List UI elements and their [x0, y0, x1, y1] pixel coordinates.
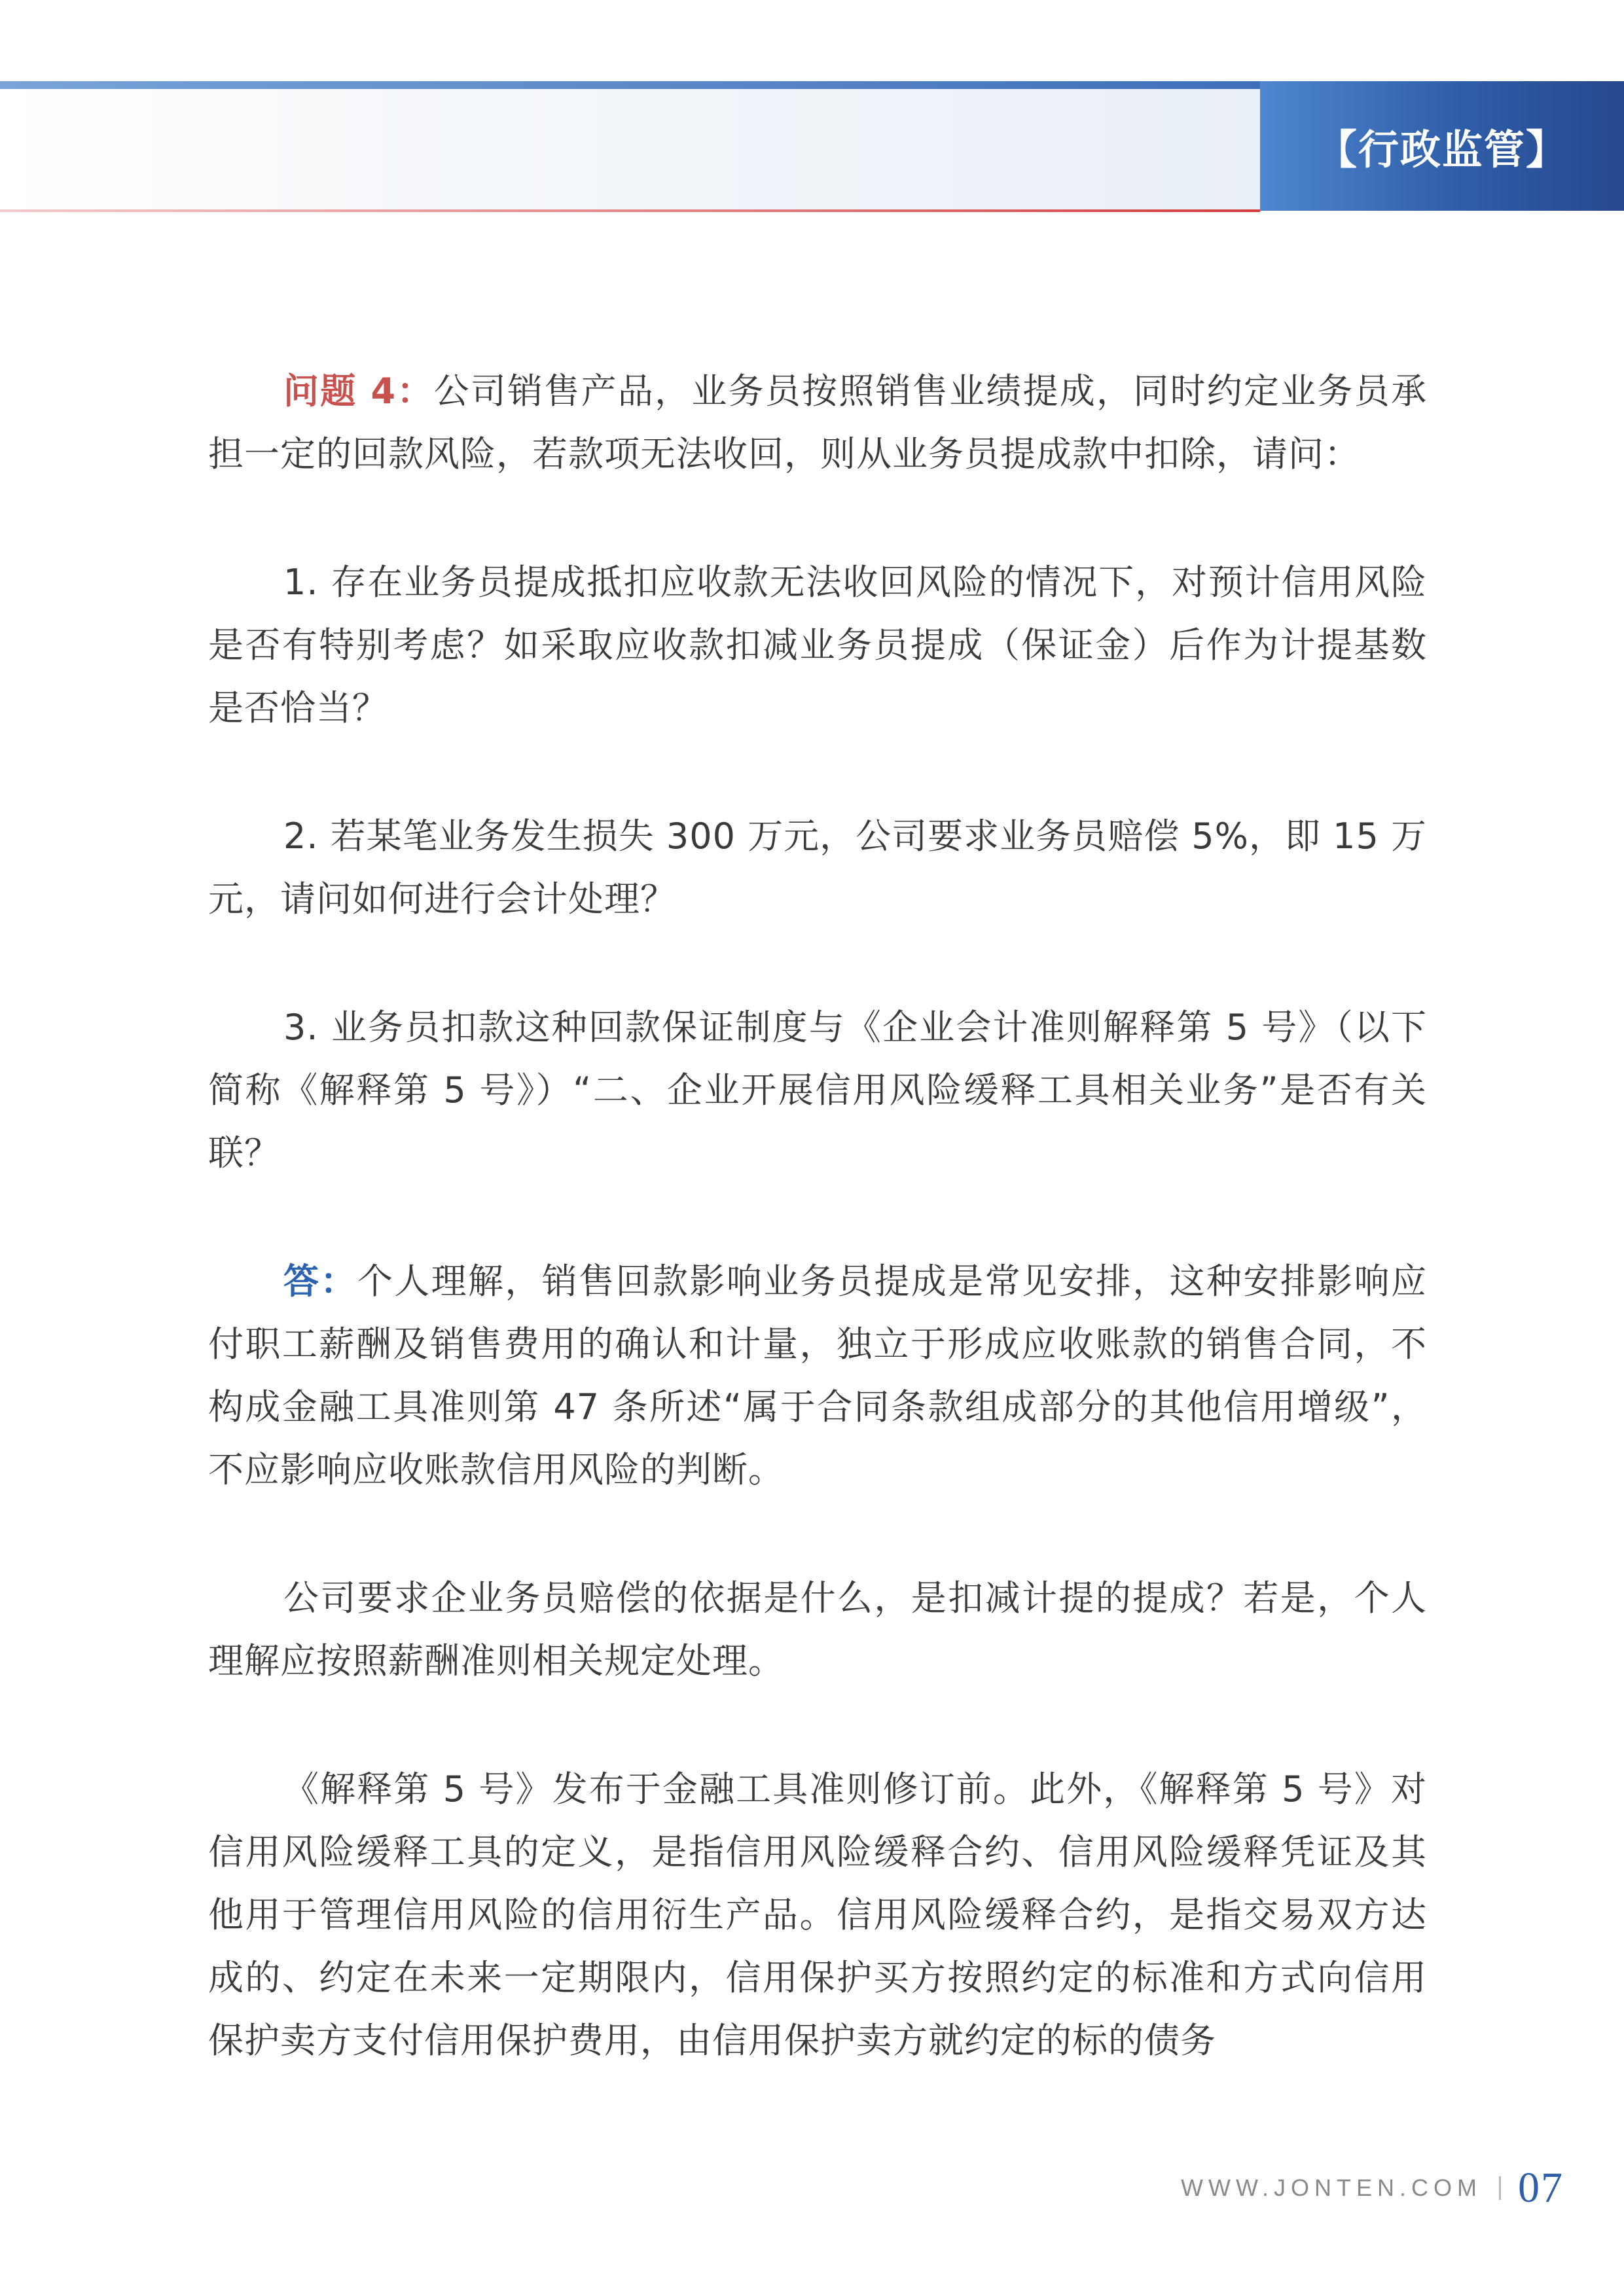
header-band: [0, 89, 1260, 211]
section-tag: 【行政监管】: [1260, 81, 1624, 211]
body-paragraph-2: 《解释第 5 号》发布于金融工具准则修订前。此外，《解释第 5 号》对信用风险缓释工具的定义，是指信用风险缓释合约、信用风险缓释凭证及其他用于管理信用风险的信用衍生产品。信用风险缓释合约，是指交易双方达成的、约定在未来一定期限内，信用保护买方按照约定的标准和方式向信用保护卖方支付信用保护费用，由信用保护卖方就约定的标的债务: [208, 1768, 1427, 2061]
body-paragraph-1: 公司要求企业务员赔偿的依据是什么，是扣减计提的提成？若是，个人理解应按照薪酬准则相关规定处理。: [208, 1577, 1427, 1681]
answer-text: 个人理解，销售回款影响业务员提成是常见安排，这种安排影响应付职工薪酬及销售费用的确认和计量，独立于形成应收账款的销售合同，不构成金融工具准则第 47 条所述“属于合同条款组成部分的其他信用增级”，不应影响应收账款信用风险的判断。: [208, 1261, 1428, 1490]
header-underline: [0, 209, 1260, 212]
footer-divider: [1499, 2176, 1501, 2200]
sub-question-3: 3. 业务员扣款这种回款保证制度与《企业会计准则解释第 5 号》（以下简称《解释第 5 号》）“二、企业开展信用风险缓释工具相关业务”是否有关联？: [208, 1007, 1427, 1174]
question-paragraph: [208, 360, 1427, 486]
page-number: 07: [1518, 2164, 1564, 2212]
site-url[interactable]: WWW.JONTEN.COM: [1181, 2174, 1482, 2201]
page-footer: [1181, 2159, 1564, 2217]
header-top-rule: [0, 81, 1260, 89]
answer-label: 答：: [283, 1261, 357, 1302]
article-body: [208, 360, 1427, 2072]
question-label: 问题 4：: [283, 370, 434, 412]
sub-question-2: 2. 若某笔业务发生损失 300 万元，公司要求业务员赔偿 5%，即 15 万元，请问如何进行会计处理？: [208, 816, 1427, 920]
answer-paragraph: [208, 1250, 1427, 1501]
sub-question-1: 1. 存在业务员提成抵扣应收款无法收回风险的情况下，对预计信用风险是否有特别考虑？如采取应收款扣减业务员提成（保证金）后作为计提基数是否恰当？: [208, 562, 1427, 728]
question-text: 公司销售产品，业务员按照销售业绩提成，同时约定业务员承担一定的回款风险，若款项无法收回，则从业务员提成款中扣除，请问：: [208, 370, 1428, 475]
